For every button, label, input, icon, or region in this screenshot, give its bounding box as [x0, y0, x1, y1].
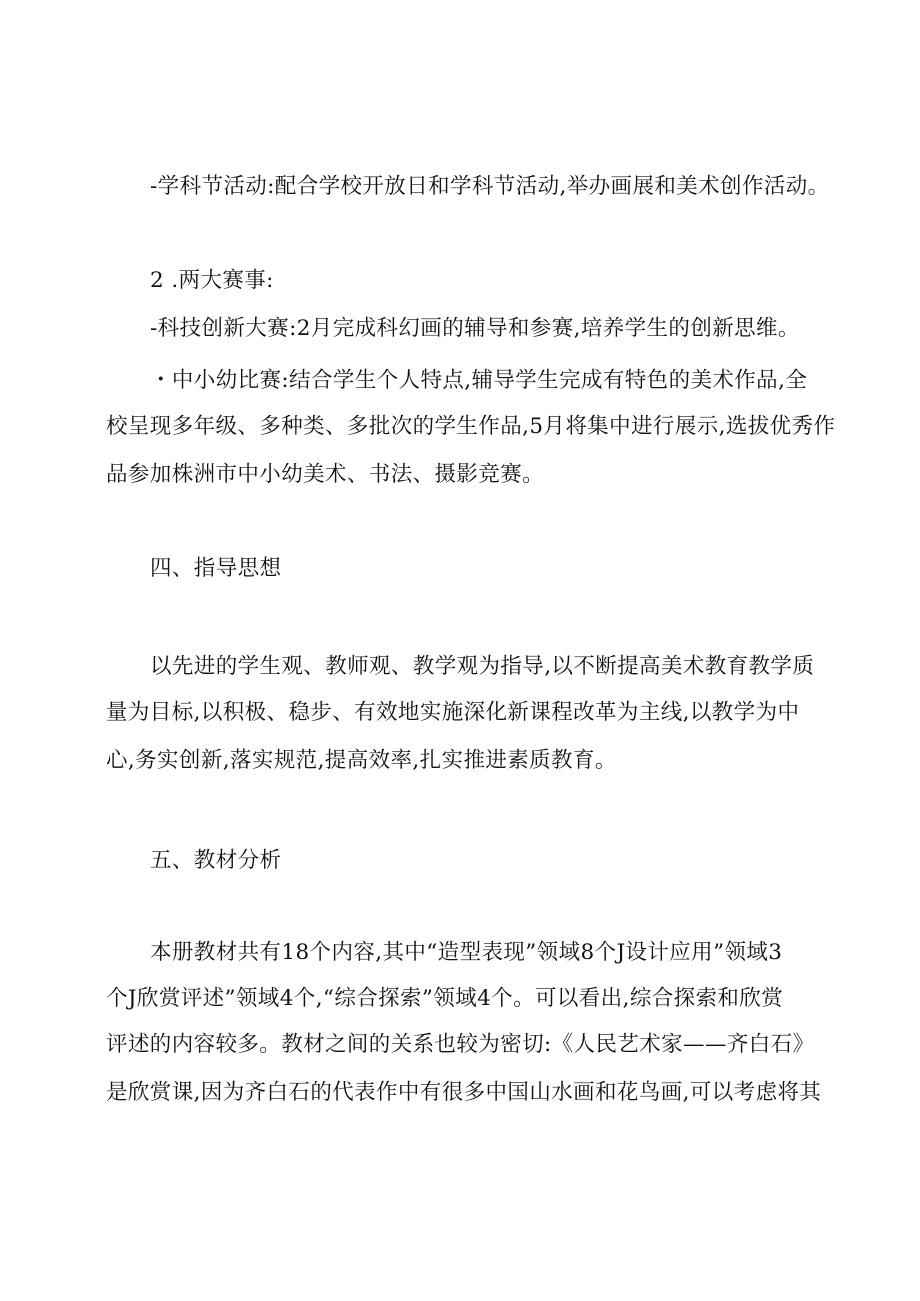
guiding-ideology-paragraph-line1: 以先进的学生观、教师观、教学观为指导,以不断提高美术教育教学质	[150, 654, 815, 679]
textbook-analysis-paragraph-line1: 本册教材共有18个内容,其中“造型表现”领域8个J设计应用”领域3	[150, 940, 783, 965]
competition-item-school-contest-line3: 品参加株洲市中小幼美术、书法、摄影竞赛。	[106, 462, 545, 487]
section-heading-textbook-analysis: 五、教材分析	[150, 848, 282, 873]
guiding-ideology-paragraph-line3: 心,务实创新,落实规范,提高效率,扎实推进素质教育。	[106, 748, 617, 773]
competition-item-tech-innovation: -科技创新大赛:2月完成科幻画的辅导和参赛,培养学生的创新思维。	[150, 316, 800, 341]
competition-item-school-contest-line2: 校呈现多年级、多种类、多批次的学生作品,5月将集中进行展示,选拔优秀作	[106, 414, 836, 439]
textbook-analysis-paragraph-line2: 个J欣赏评述”领域4个,“综合探索”领域4个。可以看出,综合探索和欣赏	[106, 986, 784, 1011]
guiding-ideology-paragraph-line2: 量为目标,以积极、稳步、有效地实施深化新课程改革为主线,以教学为中	[106, 700, 800, 725]
activity-item-subject-festival: -学科节活动:配合学校开放日和学科节活动,举办画展和美术创作活动。	[150, 174, 830, 199]
textbook-analysis-paragraph-line4: 是欣赏课,因为齐白石的代表作中有很多中国山水画和花鸟画,可以考虑将其	[106, 1080, 822, 1105]
section-heading-guiding-ideology: 四、指导思想	[150, 556, 282, 581]
textbook-analysis-paragraph-line3: 评述的内容较多。教材之间的关系也较为密切:《人民艺术家——齐白石》	[106, 1032, 815, 1057]
competition-item-school-contest-line1: ・中小幼比赛:结合学生个人特点,辅导学生完成有特色的美术作品,全	[150, 368, 808, 393]
section-heading-two-competitions: 2 .两大赛事:	[150, 268, 274, 293]
